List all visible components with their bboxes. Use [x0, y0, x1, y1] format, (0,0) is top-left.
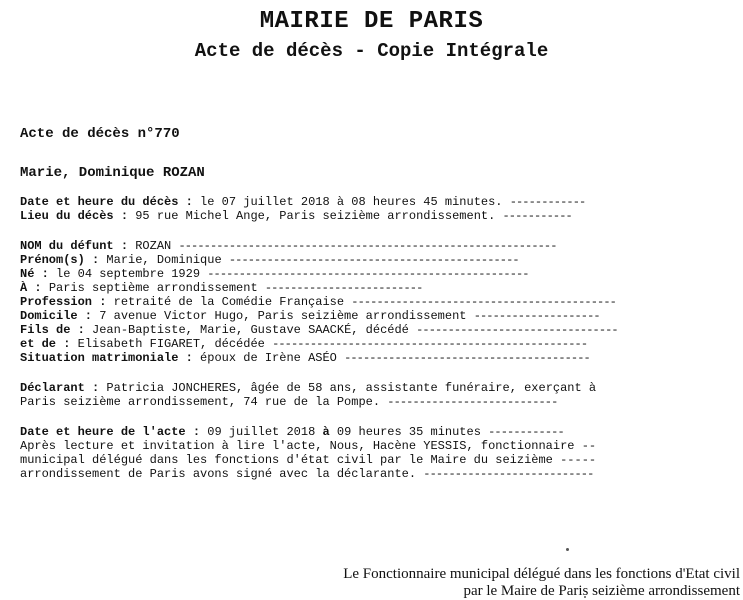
deceased-father-label: Fils de [20, 323, 71, 337]
document-subtitle: Acte de décès - Copie Intégrale [194, 40, 549, 62]
act-text-line4-row [20, 468, 593, 481]
fill-dashes: --------------------------- [387, 395, 558, 409]
act-text-line4: arrondissement de Paris avons signé avec la déclarante. [20, 467, 417, 481]
deceased-name-value: ROZAN [135, 239, 172, 253]
deceased-firstnames-row: Prénom(s) : Marie, Dominique ---------------------------------------------- [20, 253, 519, 267]
death-datetime-value: le 07 juillet 2018 à 08 heures 45 minutes. [200, 195, 503, 209]
death-datetime-row: Date et heure du décès : le 07 juillet 2018 à 08 heures 45 minutes. ------------ [20, 195, 586, 209]
deceased-mother-row: et de : Elisabeth FIGARET, décédée -------------------------------------------------- [20, 337, 588, 351]
deceased-domicile-row: Domicile : 7 avenue Victor Hugo, Paris seizième arrondissement -------------------- [20, 309, 600, 323]
act-text-line2: Après lecture et invitation à lire l'acte, Nous, Hacène YESSIS, fonctionnaire -- [20, 439, 597, 453]
document-title: MAIRIE DE PARIS [259, 8, 484, 35]
deceased-father-row: Fils de : Jean-Baptiste, Marie, Gustave SAACKÉ, décédé -------------------------------- [20, 323, 618, 337]
fill-dashes: -------------------------------- [416, 323, 618, 337]
deceased-name-row: NOM du défunt : ROZAN ------------------------------------------------------------ [20, 239, 557, 253]
deceased-marital-value: époux de Irène ASÉO [200, 351, 337, 365]
deceased-marital-label: Situation matrimoniale [20, 351, 179, 365]
death-place-label: Lieu du décès [20, 209, 114, 223]
fill-dashes: ---------------------------------------------- [228, 253, 519, 267]
deceased-mother-label: et de [20, 337, 57, 351]
deceased-birthplace-row: À : Paris septième arrondissement ------------------------- [20, 281, 423, 295]
signature-line2: par le Maire de Paris seizième arrondissement [463, 583, 740, 599]
deceased-profession-row: Profession : retraité de la Comédie Française ------------------------------------------ [20, 295, 616, 309]
act-date-a: à [322, 425, 330, 439]
scan-speck [566, 548, 569, 551]
fill-dashes: --------------------------------------------------- [207, 267, 529, 281]
deceased-born-value: le 04 septembre 1929 [56, 267, 201, 281]
act-number-heading: Acte de décès n°770 [20, 126, 180, 142]
deceased-firstnames-value: Marie, Dominique [106, 253, 222, 267]
fill-dashes: -------------------- [473, 309, 600, 323]
declarant-line1: Patricia JONCHERES, âgée de 58 ans, assistante funéraire, exerçant à [106, 381, 597, 395]
deceased-profession-value: retraité de la Comédie Française [113, 295, 345, 309]
deceased-firstnames-label: Prénom(s) [20, 253, 85, 267]
deceased-father-value: Jean-Baptiste, Marie, Gustave SAACKÉ, décédé [92, 323, 409, 337]
declarant-label: Déclarant [20, 381, 85, 395]
fill-dashes: --------------------------------------- [344, 351, 590, 365]
death-place-row: Lieu du décès : 95 rue Michel Ange, Paris seizième arrondissement. ----------- [20, 209, 572, 223]
fill-dashes: ----------- [502, 209, 572, 223]
fill-dashes: ------------------------- [264, 281, 423, 295]
fill-dashes: ------------ [488, 425, 564, 439]
deceased-name-heading: Marie, Dominique ROZAN [20, 165, 205, 181]
declarant-line2-row [20, 396, 557, 409]
declarant-line2: Paris seizième arrondissement, 74 rue de la Pompe. [20, 395, 381, 409]
deceased-born-row: Né : le 04 septembre 1929 --------------------------------------------------- [20, 267, 529, 281]
declarant-row: Déclarant : Patricia JONCHERES, âgée de 58 ans, assistante funéraire, exerçant à [20, 381, 597, 395]
act-date-row: Date et heure de l'acte : 09 juillet 2018 à 09 heures 35 minutes ------------ [20, 425, 564, 439]
signature-line1: Le Fonctionnaire municipal délégué dans les fonctions d'Etat civil [343, 566, 740, 582]
deceased-birthplace-label: À [20, 281, 28, 295]
fill-dashes: --------------------------- [423, 467, 594, 481]
act-date-value: 09 juillet 2018 [207, 425, 316, 439]
deceased-marital-row: Situation matrimoniale : époux de Irène ASÉO --------------------------------------- [20, 351, 590, 365]
deceased-mother-value: Elisabeth FIGARET, décédée [77, 337, 265, 351]
act-date-label: Date et heure de l'acte [20, 425, 186, 439]
deceased-profession-label: Profession [20, 295, 93, 309]
act-text-line3: municipal délégué dans les fonctions d'état civil par le Maire du seizième ----- [20, 453, 597, 467]
fill-dashes: ------------------------------------------ [351, 295, 616, 309]
fill-dashes: ------------ [509, 195, 586, 209]
deceased-birthplace-value: Paris septième arrondissement [48, 281, 258, 295]
fill-dashes: -------------------------------------------------- [272, 337, 588, 351]
act-time-value: 09 heures 35 minutes [336, 425, 481, 439]
death-datetime-label: Date et heure du décès [20, 195, 179, 209]
deceased-born-label: Né [20, 267, 35, 281]
deceased-domicile-label: Domicile [20, 309, 78, 323]
deceased-name-label: NOM du défunt [20, 239, 114, 253]
deceased-domicile-value: 7 avenue Victor Hugo, Paris seizième arrondissement [99, 309, 467, 323]
fill-dashes: ------------------------------------------------------------ [178, 239, 557, 253]
death-place-value: 95 rue Michel Ange, Paris seizième arrondissement. [135, 209, 496, 223]
